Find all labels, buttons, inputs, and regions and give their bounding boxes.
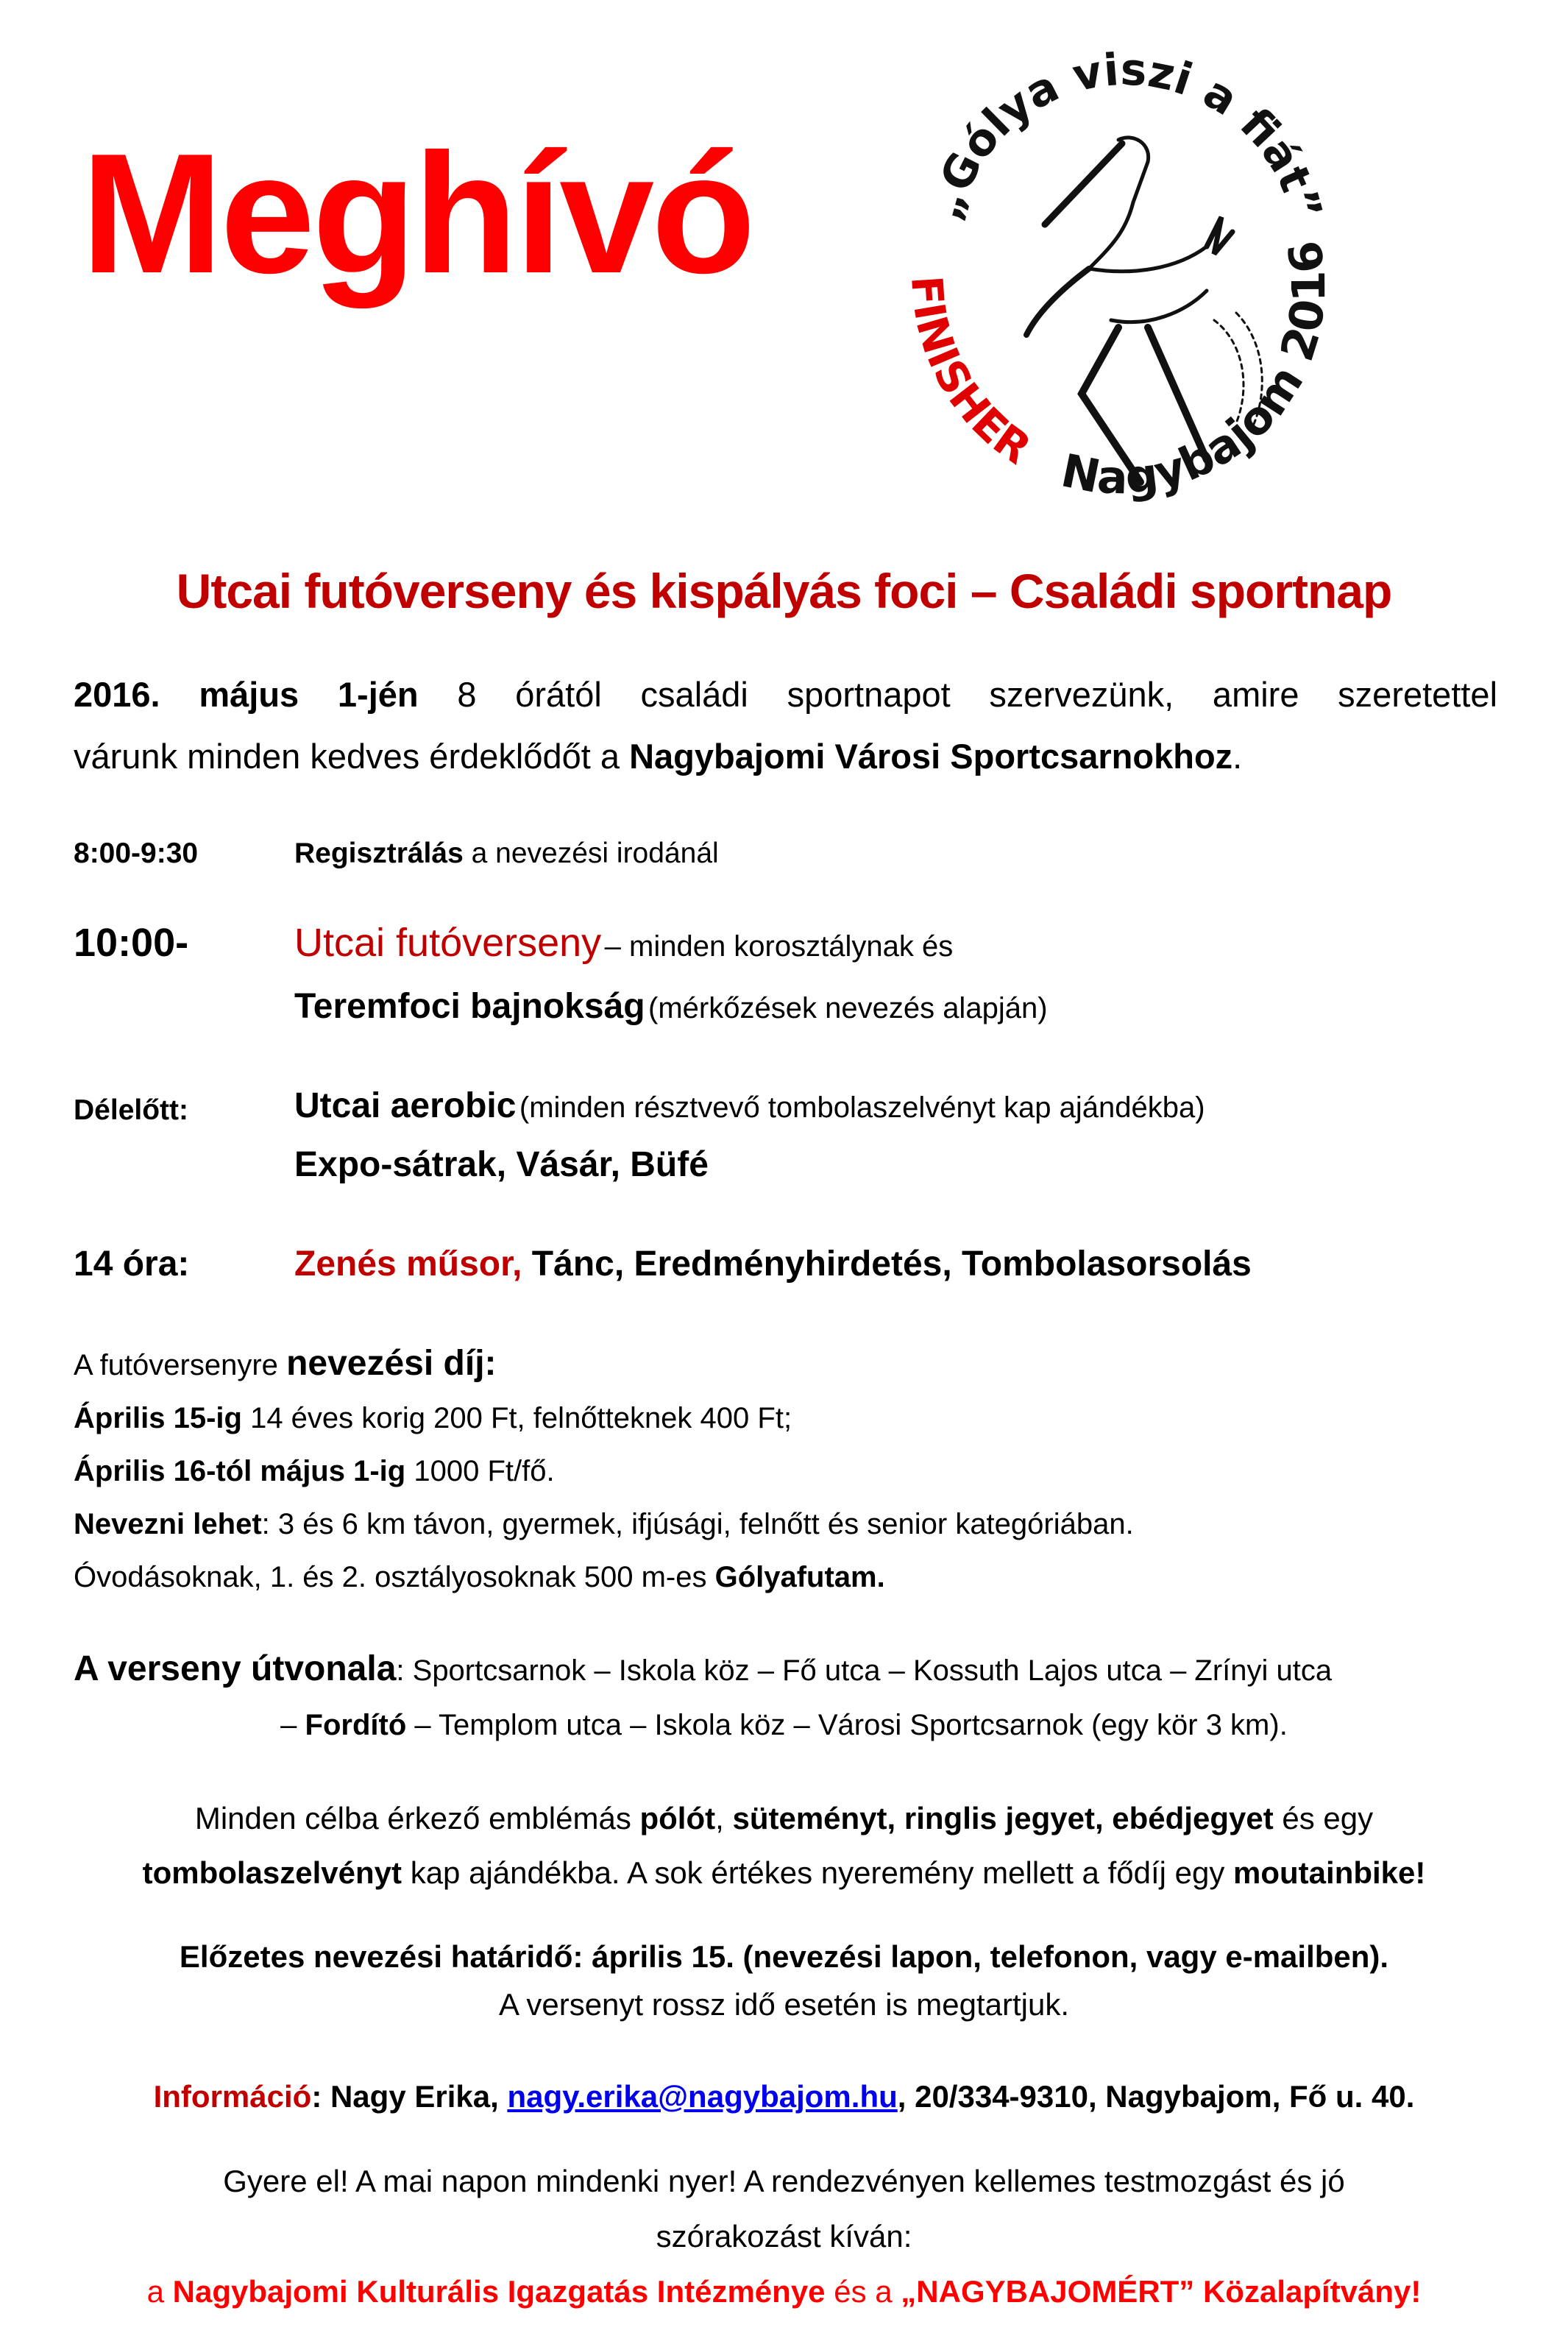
fee-detail: 1000 Ft/fő. <box>414 1455 555 1487</box>
fee-line <box>74 1561 885 1594</box>
schedule-activity: Regisztrálás <box>294 838 464 869</box>
intro-text: 8 órától családi sportnapot szervezünk, amire szeretettel <box>457 675 1498 714</box>
entry-detail: : 3 és 6 km távon, gyermek, ifjúsági, felnőtt és senior kategóriában. <box>261 1508 1134 1540</box>
prize-item: tombolaszelvényt <box>142 1855 402 1890</box>
schedule-time: 10:00- <box>74 921 189 965</box>
logo-top-text: „Gólya viszi a fiát” <box>920 43 1332 226</box>
schedule-activity: Zenés műsor, <box>294 1245 522 1284</box>
logo-bottom-text: Nagybajom 2016 <box>1057 237 1336 505</box>
closing-line-1: Gyere el! A mai napon mindenki nyer! A rendezvényen kellemes testmozgást és jó <box>223 2164 1345 2198</box>
schedule-detail: a nevezési irodánál <box>471 838 719 869</box>
fees-heading-text: A futóversenyre <box>74 1349 278 1381</box>
prizes-line-2 <box>0 1855 1568 1891</box>
organizer-1: Nagybajomi Kulturális Igazgatás Intézménye <box>172 2274 826 2309</box>
prize-items: süteményt, ringlis jegyet, ebédjegyet <box>732 1801 1274 1835</box>
prizes-text: és egy <box>1282 1801 1374 1835</box>
organizers-text: a <box>146 2274 164 2309</box>
schedule-activity: Teremfoci bajnokság <box>294 987 645 1026</box>
logo-side-text: FINISHER <box>901 274 1040 475</box>
schedule-item <box>294 986 1048 1027</box>
fee-detail: 14 éves korig 200 Ft, felnőtteknek 400 Ft; <box>250 1402 792 1434</box>
entry-label: Nevezni lehet <box>74 1508 262 1540</box>
contact-line <box>0 2079 1568 2114</box>
schedule-detail: (minden résztvevő tombolaszelvényt kap ajándékba) <box>519 1091 1205 1124</box>
organizer-2: „NAGYBAJOMÉRT” Közalapítvány! <box>901 2274 1422 2309</box>
closing-line-2: szórakozást kíván: <box>656 2219 912 2254</box>
schedule-time: 14 óra: <box>74 1245 190 1284</box>
route-label: A verseny útvonala <box>74 1649 397 1688</box>
contact-details: , 20/334-9310, Nagybajom, Fő u. 40. <box>897 2079 1415 2114</box>
schedule-activity: Expo-sátrak, Vásár, Büfé <box>294 1145 709 1184</box>
schedule-detail: – minden korosztálynak és <box>604 930 954 963</box>
schedule-activity: Utcai aerobic <box>294 1086 517 1125</box>
venue-name: Nagybajomi Városi Sportcsarnokhoz <box>629 737 1233 776</box>
schedule-activity: Utcai futóverseny <box>294 921 602 965</box>
route-text: – Templom utca – Iskola köz – Városi Sportcsarnok (egy kör 3 km). <box>414 1709 1288 1741</box>
prizes-text: kap ajándékba. A sok értékes nyeremény mellett a fődíj egy <box>410 1855 1225 1890</box>
weather-note: A versenyt rossz idő esetén is megtartjuk. <box>498 1987 1069 2022</box>
schedule-item <box>294 1244 1252 1284</box>
prizes-text: Minden célba érkező emblémás <box>194 1801 631 1835</box>
page-title: Meghívó <box>81 118 753 309</box>
intro-line-1 <box>74 677 1497 712</box>
event-subtitle: Utcai futóverseny és kispályás foci – Családi sportnap <box>176 564 1392 618</box>
contact-name: : Nagy Erika, <box>311 2079 499 2114</box>
deadline-text: Előzetes nevezési határidő: április 15. (nevezési lapon, telefonon, vagy e-mailben). <box>179 1939 1389 1974</box>
kids-detail: Óvodásoknak, 1. és 2. osztályosoknak 500 m-es <box>74 1561 707 1593</box>
route-turnaround: Fordító <box>305 1709 407 1741</box>
schedule-time: 8:00-9:30 <box>74 838 199 869</box>
schedule-item <box>294 1086 1205 1126</box>
schedule-item <box>294 838 719 870</box>
schedule-item <box>294 920 953 966</box>
intro-line-2 <box>74 736 1242 776</box>
route-text: : Sportcsarnok – Iskola köz – Fő utca – Kossuth Lajos utca – Zrínyi utca <box>396 1654 1333 1687</box>
fee-line <box>74 1508 1134 1541</box>
schedule-time: Délelőtt: <box>74 1094 188 1126</box>
email-link[interactable]: nagy.erika@nagybajom.hu <box>507 2079 898 2114</box>
organizers-text: és a <box>834 2274 893 2309</box>
intro-period: . <box>1232 737 1243 776</box>
main-prize: moutainbike! <box>1233 1855 1426 1890</box>
fee-line <box>74 1402 792 1435</box>
route-dash: – <box>280 1709 297 1741</box>
schedule-activity: Tánc, Eredményhirdetés, Tombolasorsolás <box>531 1245 1252 1284</box>
kids-race-name: Gólyafutam. <box>714 1561 885 1593</box>
schedule-detail: (mérkőzések nevezés alapján) <box>648 992 1048 1024</box>
fees-heading-colon: : <box>484 1344 497 1383</box>
fee-period: Április 16-tól május 1-ig <box>74 1455 406 1487</box>
prizes-line-1 <box>0 1801 1568 1836</box>
fee-line <box>74 1455 555 1488</box>
event-date: 2016. május 1-jén <box>74 675 419 714</box>
route-line-1 <box>74 1649 1497 1689</box>
intro-text: várunk minden kedves érdeklődőt a <box>74 737 620 776</box>
route-line-2 <box>0 1709 1568 1742</box>
fees-heading-bold: nevezési díj <box>286 1344 485 1383</box>
organizers-line <box>0 2274 1568 2309</box>
contact-label: Információ <box>153 2079 312 2114</box>
prize-item: pólót <box>639 1801 716 1835</box>
finisher-logo <box>868 11 1383 526</box>
prizes-comma: , <box>715 1801 724 1835</box>
fees-heading <box>74 1343 497 1384</box>
fee-period: Április 15-ig <box>74 1402 242 1434</box>
